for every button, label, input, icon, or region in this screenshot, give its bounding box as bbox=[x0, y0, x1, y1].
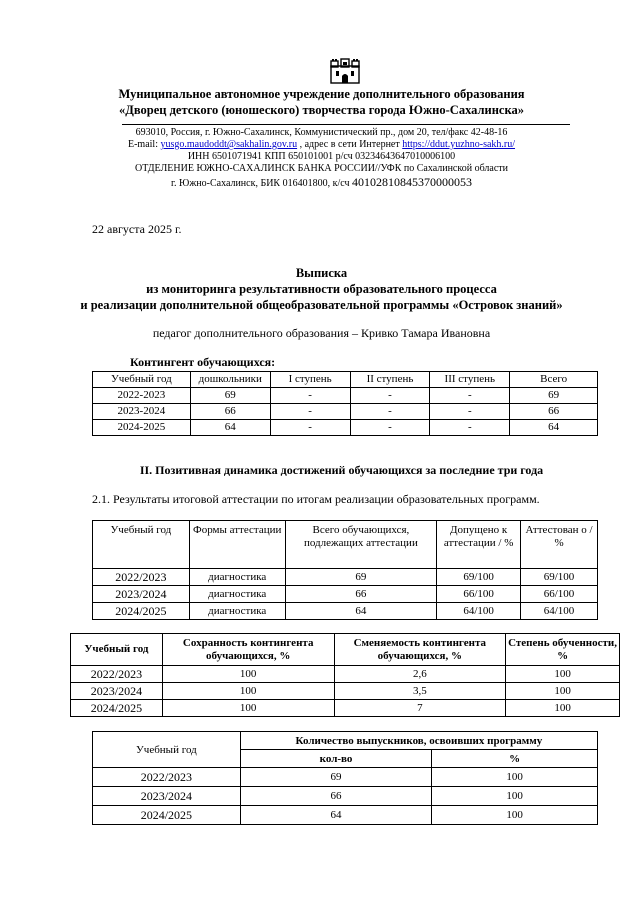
column-group-header: Количество выпускников, освоивших программу bbox=[240, 732, 597, 750]
table-cell: 64 bbox=[510, 420, 598, 436]
doc-subtitle-line1: из мониторинга результативности образовательного процесса bbox=[146, 282, 497, 296]
table-cell: - bbox=[270, 388, 350, 404]
table-cell: - bbox=[430, 404, 510, 420]
graduates-table bbox=[92, 731, 598, 825]
table-header-row bbox=[93, 521, 598, 569]
table-cell: 69 bbox=[190, 388, 270, 404]
table-cell: 100 bbox=[432, 768, 598, 787]
address-line: 693010, Россия, г. Южно-Сахалинск, Коммунистический пр., дом 20, тел/факс 42-48-16 bbox=[135, 127, 508, 138]
org-name-line2: «Дворец детского (юношеского) творчества города Южно-Сахалинска» bbox=[118, 103, 524, 117]
account-number: 40102810845370000053 bbox=[352, 175, 472, 189]
column-header: Сменяемость контингента обучающихся, % bbox=[334, 634, 506, 666]
table-cell: 2023-2024 bbox=[93, 404, 191, 420]
column-header: Всего обучающихся, подлежащих аттестации bbox=[285, 521, 437, 569]
table-row bbox=[71, 666, 620, 683]
table-cell: 100 bbox=[506, 683, 620, 700]
table-cell: - bbox=[430, 420, 510, 436]
table-cell: 69 bbox=[285, 569, 437, 586]
table-header-row bbox=[93, 732, 598, 750]
table-cell: 66/100 bbox=[437, 586, 521, 603]
teacher-line: педагог дополнительного образования – Кривко Тамара Ивановна bbox=[152, 326, 491, 340]
table-cell: 100 bbox=[162, 700, 334, 717]
table-cell: - bbox=[350, 404, 430, 420]
table-cell: 2022-2023 bbox=[93, 388, 191, 404]
table-cell: 64 bbox=[285, 603, 437, 620]
table-cell: 2024/2025 bbox=[71, 700, 163, 717]
table-cell: 100 bbox=[432, 787, 598, 806]
column-header: кол-во bbox=[240, 750, 432, 768]
table-cell: 2022/2023 bbox=[93, 569, 190, 586]
table-cell: 2024/2025 bbox=[93, 806, 241, 825]
table-row bbox=[93, 404, 598, 420]
table-cell: 69 bbox=[240, 768, 432, 787]
section-heading: II. Позитивная динамика достижений обучающихся за последние три года bbox=[139, 463, 544, 477]
contacts-line bbox=[0, 139, 643, 152]
column-header: Учебный год bbox=[71, 634, 163, 666]
table-cell: 2024/2025 bbox=[93, 603, 190, 620]
column-header: Степень обученности, % bbox=[506, 634, 620, 666]
table-cell: 100 bbox=[432, 806, 598, 825]
table-row bbox=[93, 388, 598, 404]
table-row bbox=[71, 700, 620, 717]
table-cell: 7 bbox=[334, 700, 506, 717]
table-cell: диагностика bbox=[189, 586, 285, 603]
site-label: , адрес в сети Интернет bbox=[297, 139, 403, 150]
table-cell: 64/100 bbox=[437, 603, 521, 620]
table-cell: 64 bbox=[240, 806, 432, 825]
column-header: Аттестован о / % bbox=[521, 521, 598, 569]
table-cell: 69/100 bbox=[521, 569, 598, 586]
table-cell: 2,6 bbox=[334, 666, 506, 683]
table-cell: 100 bbox=[162, 666, 334, 683]
table-row bbox=[93, 420, 598, 436]
table-cell: 3,5 bbox=[334, 683, 506, 700]
table-cell: 2023/2024 bbox=[71, 683, 163, 700]
contingent-table bbox=[92, 371, 598, 436]
table-row bbox=[93, 569, 598, 586]
table-cell: 2022/2023 bbox=[93, 768, 241, 787]
table-row bbox=[93, 768, 598, 787]
table-cell: 2024-2025 bbox=[93, 420, 191, 436]
column-header: Учебный год bbox=[93, 372, 191, 388]
bik-line bbox=[0, 176, 643, 191]
table-cell: диагностика bbox=[189, 603, 285, 620]
table-cell: 64 bbox=[190, 420, 270, 436]
table-cell: - bbox=[350, 420, 430, 436]
header-divider bbox=[122, 124, 570, 125]
table-cell: 100 bbox=[162, 683, 334, 700]
table-cell: 2023/2024 bbox=[93, 586, 190, 603]
table-cell: - bbox=[270, 404, 350, 420]
table-cell: 64/100 bbox=[521, 603, 598, 620]
bik-text: г. Южно-Сахалинск, БИК 016401800, к/сч bbox=[171, 178, 352, 189]
table-cell: 66 bbox=[285, 586, 437, 603]
table-cell: - bbox=[430, 388, 510, 404]
doc-title: Выписка bbox=[295, 266, 348, 280]
column-header: III ступень bbox=[430, 372, 510, 388]
column-header: Формы аттестации bbox=[189, 521, 285, 569]
table-cell: 66/100 bbox=[521, 586, 598, 603]
table-cell: 2022/2023 bbox=[71, 666, 163, 683]
column-header: Допущено к аттестации / % bbox=[437, 521, 521, 569]
column-header: % bbox=[432, 750, 598, 768]
table-cell: - bbox=[350, 388, 430, 404]
table-row bbox=[93, 586, 598, 603]
table-header-row bbox=[93, 372, 598, 388]
email-link[interactable]: yusgo.maudoddt@sakhalin.gov.ru bbox=[160, 139, 298, 150]
table-cell: диагностика bbox=[189, 569, 285, 586]
website-link[interactable]: https://ddut.yuzhno-sakh.ru/ bbox=[402, 139, 516, 150]
org-name-line1: Муниципальное автономное учреждение дополнительного образования bbox=[118, 87, 525, 101]
column-header: дошкольники bbox=[190, 372, 270, 388]
table-cell: 66 bbox=[240, 787, 432, 806]
table-cell: 100 bbox=[506, 666, 620, 683]
table-cell: 69/100 bbox=[437, 569, 521, 586]
attestation-table bbox=[92, 520, 598, 620]
table-cell: 66 bbox=[190, 404, 270, 420]
contingent-heading: Контингент обучающихся: bbox=[130, 355, 276, 369]
table-row bbox=[93, 603, 598, 620]
email-label: E-mail: bbox=[127, 139, 161, 150]
column-header: Всего bbox=[510, 372, 598, 388]
table-cell: 66 bbox=[510, 404, 598, 420]
column-header: Сохранность контингента обучающихся, % bbox=[162, 634, 334, 666]
table-row bbox=[93, 806, 598, 825]
table-cell: - bbox=[270, 420, 350, 436]
castle-logo-icon bbox=[330, 58, 360, 84]
table-header-row bbox=[71, 634, 620, 666]
table-row bbox=[71, 683, 620, 700]
column-header: I ступень bbox=[270, 372, 350, 388]
table-cell: 100 bbox=[506, 700, 620, 717]
doc-subtitle-line2: и реализации дополнительной общеобразовательной программы «Островок знаний» bbox=[80, 298, 563, 312]
column-header: Учебный год bbox=[93, 732, 241, 768]
column-header: II ступень bbox=[350, 372, 430, 388]
table-row bbox=[93, 787, 598, 806]
column-header: Учебный год bbox=[93, 521, 190, 569]
document-date: 22 августа 2025 г. bbox=[92, 222, 182, 236]
inn-line: ИНН 6501071941 КПП 650101001 р/сч 03234643647010006100 bbox=[187, 151, 456, 162]
table-cell: 69 bbox=[510, 388, 598, 404]
bank-line: ОТДЕЛЕНИЕ ЮЖНО-САХАЛИНСК БАНКА РОССИИ//УФК по Сахалинской области bbox=[135, 163, 508, 174]
table-cell: 2023/2024 bbox=[93, 787, 241, 806]
subsection-heading: 2.1. Результаты итоговой аттестации по итогам реализации образовательных программ. bbox=[92, 492, 540, 506]
retention-table bbox=[70, 633, 620, 717]
